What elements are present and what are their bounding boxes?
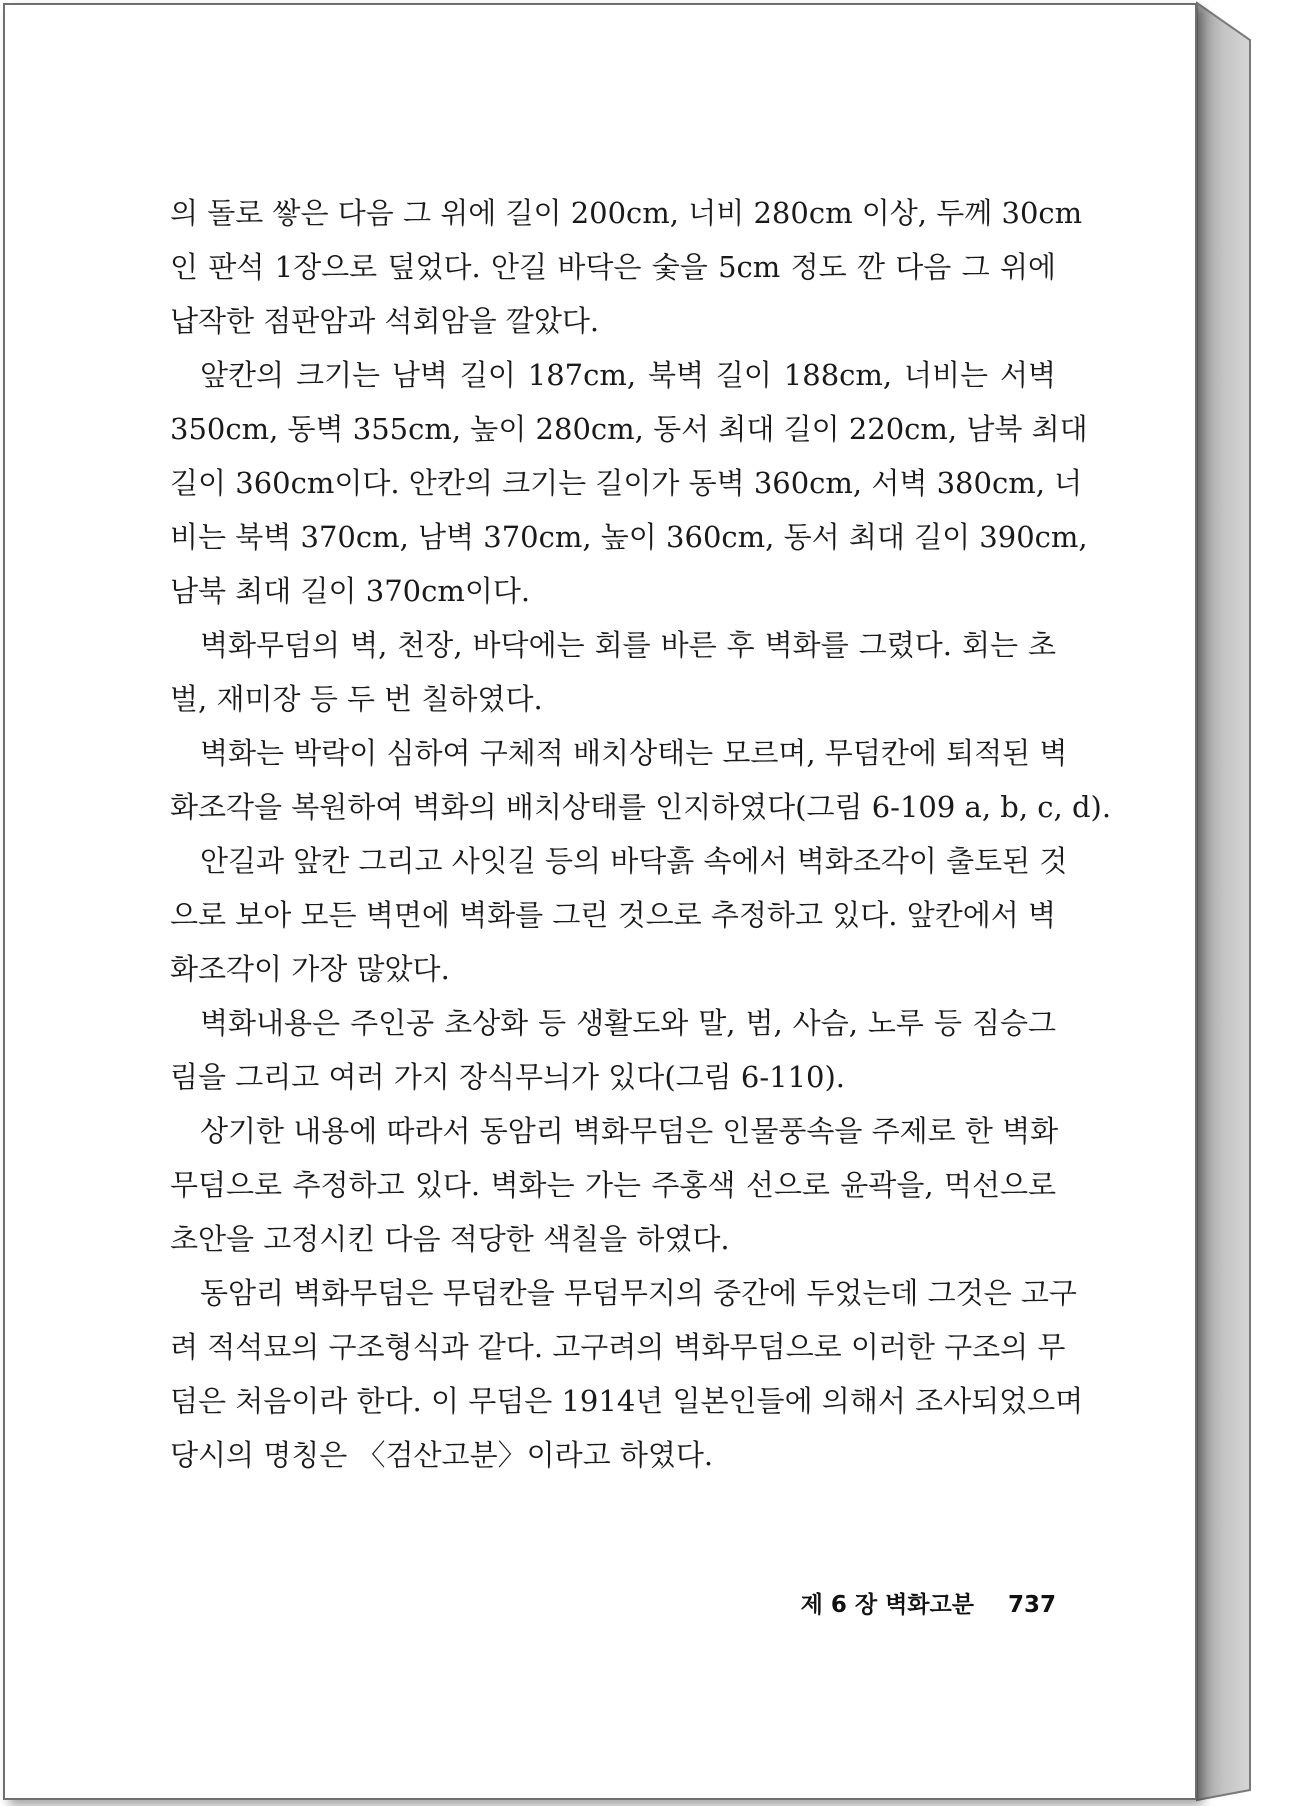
text-line: 벽화는 박락이 심하여 구체적 배치상태는 모르며, 무덤칸에 퇴적된 벽 xyxy=(200,736,1068,770)
text-line: 으로 보아 모든 벽면에 벽화를 그린 것으로 추정하고 있다. 앞칸에서 벽 xyxy=(170,898,1056,932)
text-line: 안길과 앞칸 그리고 사잇길 등의 바닥흙 속에서 벽화조각이 출토된 것 xyxy=(200,844,1068,878)
page-number: 737 xyxy=(1007,1592,1056,1618)
text-line: 덤은 처음이라 한다. 이 무덤은 1914년 일본인들에 의해서 조사되었으며 xyxy=(170,1384,1084,1418)
body-text xyxy=(170,186,1112,1482)
text-line: 의 돌로 쌓은 다음 그 위에 길이 200cm, 너비 280cm 이상, 두께 30cm xyxy=(170,196,1083,230)
chapter-label: 제 6 장 xyxy=(800,1592,878,1618)
text-line: 당시의 명칭은 〈검산고분〉이라고 하였다. xyxy=(170,1438,714,1472)
text-line: 화조각을 복원하여 벽화의 배치상태를 인지하였다(그림 6-109 a, b, c, d). xyxy=(170,790,1112,824)
text-line: 무덤으로 추정하고 있다. 벽화는 가는 주홍색 선으로 윤곽을, 먹선으로 xyxy=(170,1168,1056,1202)
text-line: 초안을 고정시킨 다음 적당한 색칠을 하였다. xyxy=(170,1222,730,1256)
text-line: 벽화무덤의 벽, 천장, 바닥에는 회를 바른 후 벽화를 그렸다. 회는 초 xyxy=(200,628,1056,662)
text-line: 동암리 벽화무덤은 무덤칸을 무덤무지의 중간에 두었는데 그것은 고구 xyxy=(200,1276,1077,1310)
text-line: 납작한 점판암과 석회암을 깔았다. xyxy=(170,304,600,338)
text-line: 길이 360cm이다. 안칸의 크기는 길이가 동벽 360cm, 서벽 380cm, 너 xyxy=(170,466,1083,500)
text-line: 화조각이 가장 많았다. xyxy=(170,952,450,986)
section-label: 벽화고분 xyxy=(885,1592,974,1618)
text-line: 남북 최대 길이 370cm이다. xyxy=(170,574,531,608)
text-line: 림을 그리고 여러 가지 장식무늬가 있다(그림 6-110). xyxy=(170,1060,846,1094)
text-line: 앞칸의 크기는 남벽 길이 187cm, 북벽 길이 188cm, 너비는 서벽 xyxy=(200,358,1056,392)
text-line: 인 판석 1장으로 덮었다. 안길 바닥은 숯을 5cm 정도 깐 다음 그 위에 xyxy=(170,250,1056,284)
text-line: 상기한 내용에 따라서 동암리 벽화무덤은 인물풍속을 주제로 한 벽화 xyxy=(200,1114,1059,1148)
running-footer xyxy=(760,1585,1056,1625)
text-line: 벽화내용은 주인공 초상화 등 생활도와 말, 범, 사슴, 노루 등 짐승그 xyxy=(200,1006,1056,1040)
text-line: 려 적석묘의 구조형식과 같다. 고구려의 벽화무덤으로 이러한 구조의 무 xyxy=(170,1330,1066,1364)
text-line: 350cm, 동벽 355cm, 높이 280cm, 동서 최대 길이 220cm, 남북 최대 xyxy=(170,412,1088,446)
text-line: 비는 북벽 370cm, 남벽 370cm, 높이 360cm, 동서 최대 길이 390cm, xyxy=(170,520,1088,554)
text-line: 벌, 재미장 등 두 번 칠하였다. xyxy=(170,682,543,716)
